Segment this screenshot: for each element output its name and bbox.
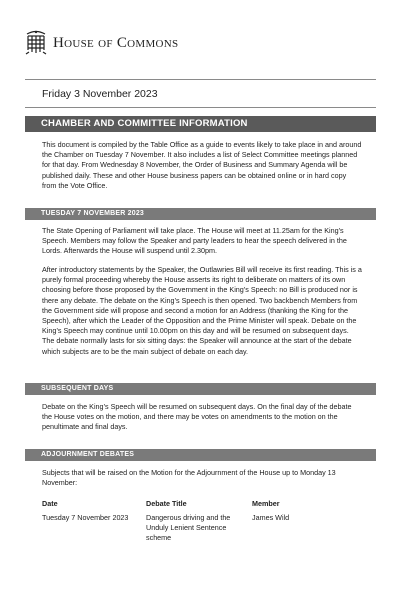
tuesday-paragraph-1: The State Opening of Parliament will take place. The House will meet at 11.25am for the King’s Speech. Members may follow the Speaker and party leaders to hear the speech delivered in the Lords. Afterwards the House will suspend until 2.30pm. [42, 226, 347, 256]
date-divider [25, 107, 376, 108]
section-header-adjournment: ADJOURNMENT DEBATES [25, 449, 376, 461]
section-header-subsequent: SUBSEQUENT DAYS [25, 383, 376, 395]
main-section-header: CHAMBER AND COMMITTEE INFORMATION [25, 116, 376, 132]
column-header-member: Member [252, 499, 280, 508]
logo [25, 30, 178, 56]
column-header-title: Debate Title [146, 499, 187, 508]
portcullis-icon [25, 30, 47, 56]
adjournment-paragraph: Subjects that will be raised on the Motion for the Adjournment of the House up to Monday 13 November: [42, 468, 336, 488]
logo-text: House of Commons [53, 34, 179, 51]
table-cell-member: James Wild [252, 513, 290, 522]
document-date: Friday 3 November 2023 [42, 88, 158, 100]
subsequent-paragraph: Debate on the King’s Speech will be resumed on subsequent days. On the final day of the debate the House votes on the motion, and there may be votes on amendments to the motion on the penultimate and final days. [42, 402, 352, 432]
section-header-tuesday: TUESDAY 7 NOVEMBER 2023 [25, 208, 376, 220]
top-divider [25, 79, 376, 80]
intro-paragraph: This document is compiled by the Table Office as a guide to events likely to take place in and around the Chamber on Tuesday 7 November. It also includes a list of Select Committee meetings planned for that day. From Wednesday 8 November, the Order of Business and Summary Agenda will be published daily. These and other House business papers can be obtained online or in hard copy from the Vote Office. [42, 140, 362, 190]
tuesday-paragraph-2: After introductory statements by the Speaker, the Outlawries Bill will receive its first reading. This is a purely formal proceeding whereby the House asserts its right to deliberate on matters of its own choosing before those proposed by the Government in the King’s Speech: no Bill is produced nor is there any debate. The debate on the King’s Speech is then opened. Two backbench Members from the Government side will propose and second a motion for an Address (thanking the King for the Speech), after which the Leader of the Opposition and the Prime Minister will speak. Debate on the King’s Speech may continue until 10.00pm on this day and will be resumed on subsequent days. The debate normally lasts for six sitting days: the Speaker will announce at the start of the debate which subjects are to be the main subject of debate on each day. [42, 265, 362, 356]
table-cell-date: Tuesday 7 November 2023 [42, 513, 129, 522]
table-cell-title: Dangerous driving and the Unduly Lenient Sentence scheme [146, 513, 231, 543]
column-header-date: Date [42, 499, 58, 508]
